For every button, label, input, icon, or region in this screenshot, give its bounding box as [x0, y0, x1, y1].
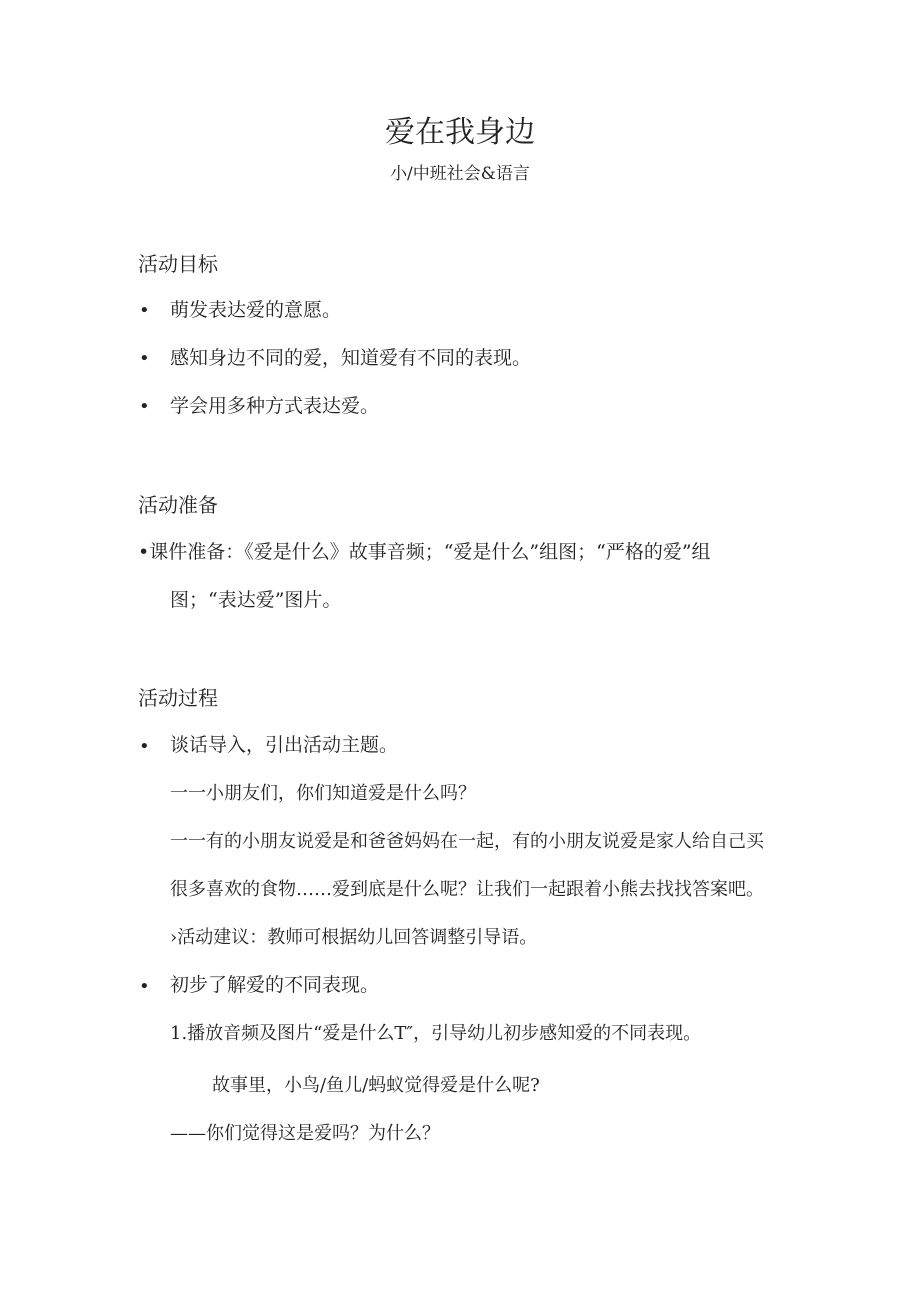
section-heading-goals: 活动目标 — [138, 252, 218, 276]
goal-item: 感知身边不同的爱，知道爱有不同的表现。 — [170, 347, 532, 369]
goal-item: 学会用多种方式表达爱。 — [170, 395, 380, 417]
bullet-mark: • — [139, 736, 150, 757]
bullet-mark: • — [139, 300, 150, 321]
document-title: 爱在我身边 — [385, 115, 535, 150]
dialogue-line: 一一小朋友们，你们知道爱是什么吗？ — [170, 783, 476, 804]
dialogue-line: ——你们觉得这是爱吗？为什么？ — [170, 1123, 440, 1144]
bullet-mark: • — [139, 396, 150, 417]
activity-suggestion: ›活动建议：教师可根据幼儿回答调整引导语。 — [170, 927, 538, 948]
bullet-mark: • — [139, 348, 150, 369]
process-step-label: 谈话导入，引出活动主题。 — [170, 734, 399, 756]
instruction-line: 1.播放音频及图片“爱是什么T″，引导幼儿初步感知爱的不同表现。 — [170, 1023, 702, 1044]
dialogue-line: 很多喜欢的食物……爱到底是什么呢？让我们一起跟着小熊去找找答案吧。 — [170, 879, 764, 900]
bullet-mark: • — [139, 976, 150, 997]
goal-item: 萌发表达爱的意愿。 — [170, 299, 342, 321]
story-question: 故事里，小鸟/鱼儿/蚂蚁觉得爱是什么呢? — [212, 1075, 540, 1096]
preparation-line-continued: 图；“表达爱”图片。 — [170, 589, 342, 611]
section-heading-process: 活动过程 — [138, 686, 218, 710]
document-subtitle: 小/中班社会&语言 — [390, 164, 530, 184]
preparation-line: •课件准备：《爱是什么》故事音频；“爱是什么”组图；“严格的爱”组 — [138, 541, 711, 563]
process-step-label: 初步了解爱的不同表现。 — [170, 974, 380, 996]
dialogue-line: 一一有的小朋友说爱是和爸爸妈妈在一起，有的小朋友说爱是家人给自己买 — [170, 831, 764, 852]
section-heading-preparation: 活动准备 — [138, 493, 218, 517]
